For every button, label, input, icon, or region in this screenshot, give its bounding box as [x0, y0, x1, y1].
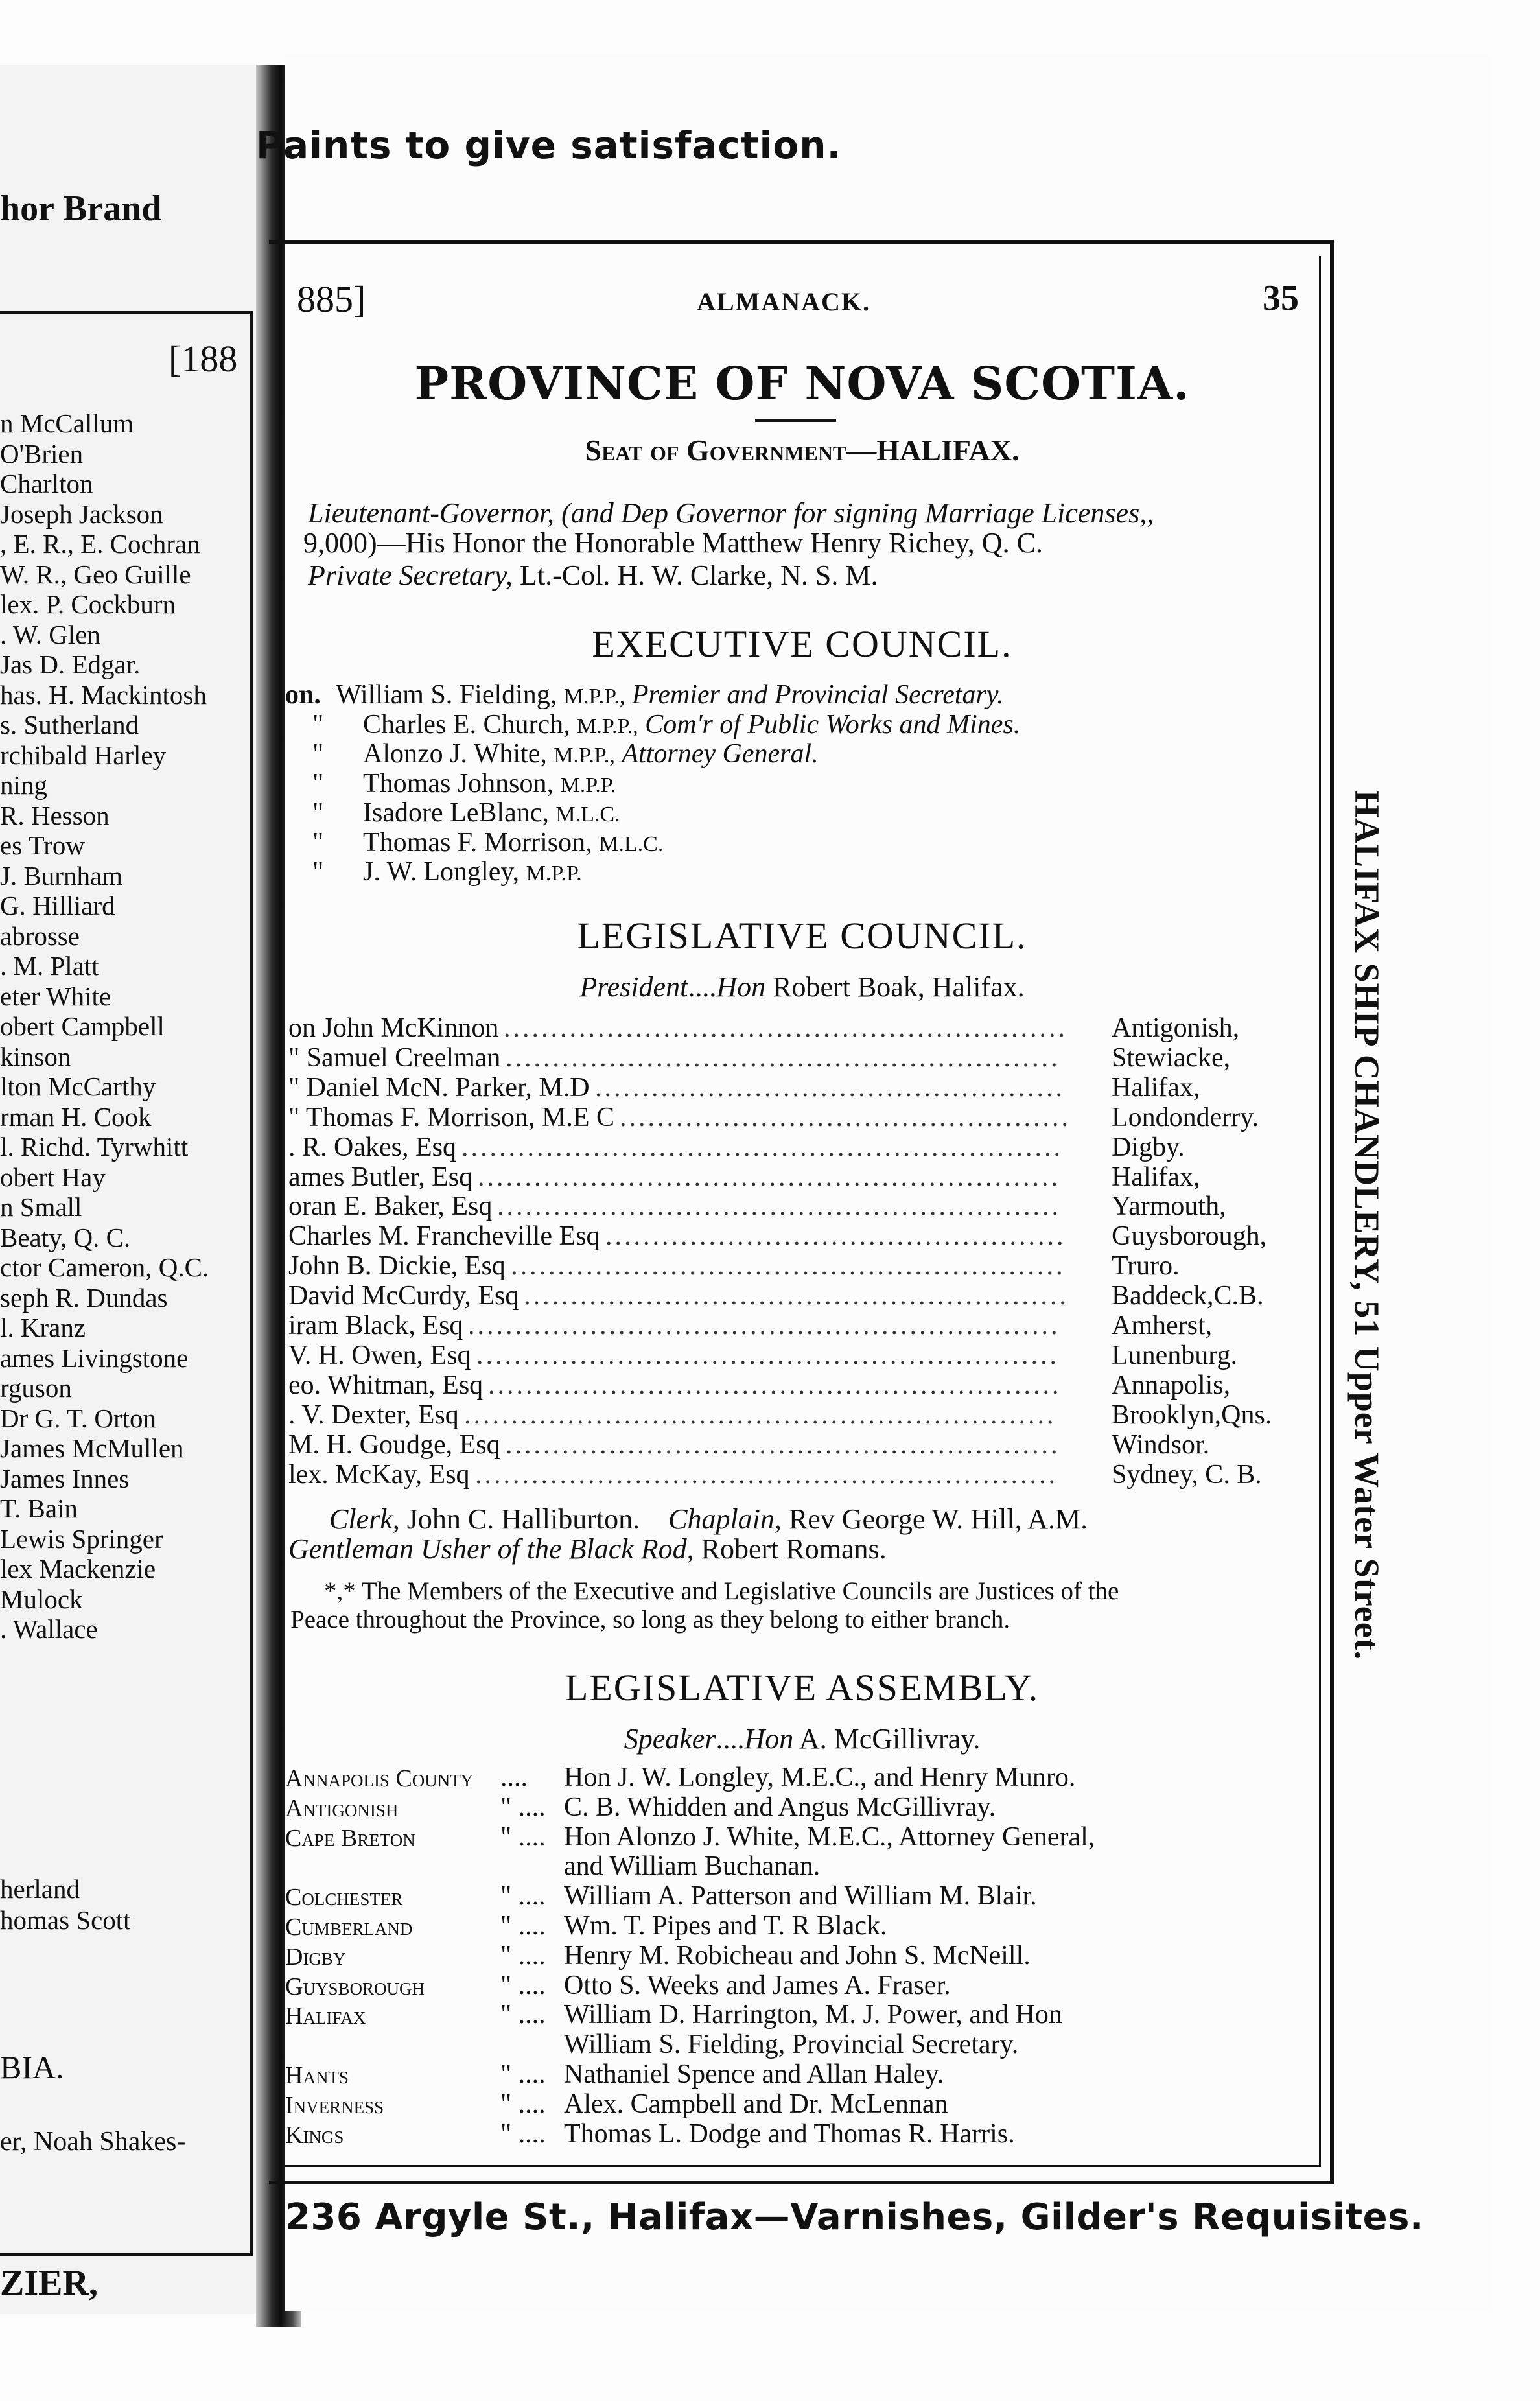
county-name: Inverness [285, 2091, 384, 2119]
left-page-name: O'Brien [0, 438, 84, 469]
county-name: Annapolis County [285, 1765, 474, 1792]
leader-dots: ................................................ [620, 1102, 1071, 1132]
member-prefix: " [312, 709, 324, 740]
left-page-name: rchibald Harley [0, 740, 167, 770]
assembly-row [285, 1910, 1316, 1940]
leader-dots: .............................................................. [476, 1340, 1059, 1370]
left-page-name: herland [0, 1874, 80, 1904]
member-place: Halifax, [1112, 1072, 1200, 1103]
left-page-name: G. Hilliard [0, 891, 115, 920]
left-page-name: ames Livingstone [0, 1342, 189, 1373]
ditto-mark: " .... [500, 1970, 546, 2000]
leader-dots: .................................................. [595, 1072, 1065, 1103]
legislative-council-heading: LEGISLATIVE COUNCIL. [577, 915, 1027, 957]
member-place: Windsor. [1112, 1429, 1210, 1460]
leader-dots: ............................................................ [504, 1013, 1068, 1043]
member-name: Alonzo J. White, [363, 739, 547, 769]
member-name: Isadore LeBlanc, [363, 798, 549, 828]
left-page-name: Charlton [0, 469, 93, 498]
ditto-mark: .... [500, 1763, 528, 1792]
county-name: Cape Breton [285, 1824, 415, 1852]
lieutenant-governor-name: 9,000)—His Honor the Honorable Matthew Henry Richey, Q. C. [303, 527, 1043, 559]
usher-line: Gentleman Usher of the Black Rod, Robert Romans. [288, 1533, 887, 1565]
executive-council-member [285, 799, 1020, 828]
member-name: M. H. Goudge, Esq [288, 1429, 500, 1460]
left-page-year: [188 [169, 338, 238, 380]
top-advert-banner: Paints to give satisfaction. [256, 123, 842, 167]
member-title: M.P.P., [577, 714, 638, 738]
ditto-mark: " .... [500, 1940, 546, 1971]
leader-dots: .......................................................... [524, 1281, 1069, 1311]
assembly-row [285, 1851, 1316, 1880]
leader-dots: .............................................................. [475, 1459, 1058, 1490]
member-name: V. H. Owen, Esq [288, 1340, 471, 1370]
executive-council-member [285, 740, 1020, 769]
assembly-row [285, 2089, 1316, 2118]
left-page-name: lex. P. Cockburn [0, 589, 176, 619]
header-title: ALMANACK. [697, 287, 870, 316]
member-place: Londonderry. [1112, 1102, 1259, 1132]
left-page-name: Lewis Springer [0, 1523, 163, 1554]
county-name: Cumberland [285, 1914, 413, 1941]
assembly-row [285, 1821, 1316, 1851]
leader-dots: .............................................................. [478, 1162, 1060, 1192]
member-title: M.P.P., [563, 685, 625, 709]
representatives: and William Buchanan. [564, 1851, 821, 1882]
left-page-name: W. R., Geo Guille [0, 559, 191, 589]
representatives: Otto S. Weeks and James A. Fraser. [564, 1970, 951, 2000]
assembly-row [285, 1762, 1316, 1792]
private-secretary-line: Private Secretary, Lt.-Col. H. W. Clarke, N. S. M. [308, 559, 878, 591]
member-name: " Thomas F. Morrison, M.E C [288, 1102, 615, 1132]
left-page-name-list [0, 408, 246, 1645]
legislative-council-member [288, 1250, 1309, 1280]
member-name: Thomas F. Morrison, [363, 827, 592, 858]
member-name: . R. Oakes, Esq [288, 1132, 456, 1162]
assembly-speaker-line: Speaker....Hon A. McGillivray. [624, 1723, 981, 1755]
representatives: C. B. Whidden and Angus McGillivray. [564, 1792, 996, 1822]
legislative-council-member [288, 1459, 1309, 1489]
left-page-name: lex Mackenzie [0, 1554, 156, 1584]
leader-dots: ........................................................... [506, 1429, 1060, 1460]
left-page-name: . Wallace [0, 1614, 98, 1644]
member-place: Baddeck,C.B. [1112, 1281, 1264, 1311]
assembly-row [285, 1970, 1316, 2000]
member-place: Antigonish, [1112, 1013, 1240, 1043]
county-name: Halifax [285, 2002, 366, 2030]
ditto-mark: " .... [500, 2000, 546, 2030]
representatives: Nathaniel Spence and Allan Haley. [564, 2059, 944, 2089]
left-page-name: ctor Cameron, Q.C. [0, 1252, 209, 1282]
member-place: Lunenburg. [1112, 1340, 1238, 1370]
left-page-name: Beaty, Q. C. [0, 1222, 131, 1252]
legislative-council-member [288, 1013, 1309, 1042]
member-name: J. W. Longley, [363, 857, 520, 887]
representatives: Alex. Campbell and Dr. McLennan [564, 2089, 948, 2119]
left-page-name: Jas D. Edgar. [0, 650, 141, 679]
member-office: Premier and Provincial Secretary. [631, 680, 1004, 710]
leader-dots: ............................................................... [464, 1400, 1056, 1430]
executive-council-member [285, 828, 1020, 858]
member-prefix: " [312, 857, 324, 887]
left-page-name: Dr G. T. Orton [0, 1403, 157, 1433]
left-page-name: James McMullen [0, 1433, 184, 1463]
leader-dots: ............................................................. [488, 1370, 1062, 1400]
county-name: Guysborough [285, 1973, 425, 2000]
representatives: William D. Harrington, M. J. Power, and Hon [564, 2000, 1062, 2030]
legislative-council-member [288, 1102, 1309, 1132]
member-place: Truro. [1112, 1251, 1180, 1282]
left-page-name: ning [0, 770, 47, 800]
legislative-council-member [288, 1370, 1309, 1400]
ditto-mark: " .... [500, 2059, 546, 2089]
left-page-name: l. Richd. Tyrwhitt [0, 1132, 189, 1162]
legislative-council-member [288, 1042, 1309, 1072]
executive-council-member [285, 710, 1020, 740]
left-page-name: abrosse [0, 920, 80, 951]
member-title: M.L.C. [555, 802, 620, 826]
legislative-council-member [288, 1429, 1309, 1459]
representatives: Thomas L. Dodge and Thomas R. Harris. [564, 2118, 1015, 2149]
member-office: Com'r of Public Works and Mines. [645, 709, 1021, 740]
executive-council-heading: EXECUTIVE COUNCIL. [592, 623, 1012, 665]
member-name: oran E. Baker, Esq [288, 1191, 493, 1222]
legislative-council-member [288, 1221, 1309, 1250]
member-name: . V. Dexter, Esq [288, 1400, 459, 1430]
left-page-name: T. Bain [0, 1493, 78, 1523]
member-name: John B. Dickie, Esq [288, 1251, 506, 1282]
legislative-council-member [288, 1310, 1309, 1340]
member-prefix: " [312, 798, 324, 828]
assembly-row [285, 2059, 1316, 2089]
left-page-name: Mulock [0, 1584, 83, 1614]
assembly-row [285, 1880, 1316, 1910]
representatives: Henry M. Robicheau and John S. McNeill. [564, 1940, 1031, 1971]
member-title: M.P.P., [554, 744, 615, 767]
header-year: 885] [297, 278, 366, 320]
executive-council-list [285, 681, 1020, 887]
left-page-heading-fragment: BIA. [0, 2049, 64, 2085]
member-office: Attorney General. [622, 739, 819, 769]
side-advert-banner: HALIFAX SHIP CHANDLERY, 51 Upper Water Street. [1348, 790, 1386, 1661]
member-place: Halifax, [1112, 1162, 1200, 1192]
member-name: " Samuel Creelman [288, 1042, 501, 1073]
representatives: William S. Fielding, Provincial Secretary. [564, 2030, 1019, 2060]
executive-council-member [285, 769, 1020, 799]
member-name: ames Butler, Esq [288, 1162, 473, 1192]
representatives: Hon J. W. Longley, M.E.C., and Henry Munro. [564, 1763, 1076, 1792]
member-name: eo. Whitman, Esq [288, 1370, 484, 1400]
member-place: Digby. [1112, 1132, 1185, 1162]
county-name: Digby [285, 1943, 346, 1971]
assembly-row [285, 2029, 1316, 2059]
member-place: Yarmouth, [1112, 1191, 1226, 1222]
left-page-name: l. Kranz [0, 1313, 86, 1342]
left-page-name: J. Burnham [0, 860, 123, 891]
left-page-name: homas Scott [0, 1905, 131, 1935]
member-name: on John McKinnon [288, 1013, 499, 1043]
legislative-council-member [288, 1072, 1309, 1102]
member-prefix: " [312, 768, 324, 799]
member-prefix: " [312, 827, 324, 858]
left-page-bottom-names [0, 1873, 131, 1936]
member-place: Annapolis, [1112, 1370, 1231, 1400]
left-page-name: s. Sutherland [0, 710, 139, 740]
legislative-council-member [288, 1280, 1309, 1310]
member-name: William S. Fielding, [336, 680, 557, 710]
left-page-name: kinson [0, 1041, 71, 1072]
left-page-name: lton McCarthy [0, 1072, 156, 1101]
assembly-row [285, 1940, 1316, 1970]
title-rule [755, 419, 836, 422]
ditto-mark: " .... [500, 1911, 546, 1941]
left-page-name: . M. Platt [0, 951, 99, 981]
left-page-name: rman H. Cook [0, 1101, 152, 1132]
member-place: Brooklyn,Qns. [1112, 1400, 1272, 1430]
leader-dots: ................................................................ [461, 1132, 1063, 1162]
leader-dots: ........................................................... [511, 1251, 1066, 1282]
leader-dots: ............................................................ [497, 1191, 1061, 1222]
left-page-name: eter White [0, 981, 111, 1011]
representatives: Wm. T. Pipes and T. R Black. [564, 1911, 887, 1941]
assembly-row [285, 2118, 1316, 2148]
leader-dots: ............................................................... [468, 1311, 1060, 1341]
left-page-name: has. H. Mackintosh [0, 679, 207, 710]
member-name: lex. McKay, Esq [288, 1459, 470, 1490]
justices-note-line-2: Peace throughout the Province, so long as they belong to either branch. [290, 1606, 1010, 1634]
left-page-name: seph R. Dundas [0, 1282, 168, 1313]
left-page-name: obert Hay [0, 1162, 106, 1192]
representatives: Hon Alonzo J. White, M.E.C., Attorney General, [564, 1821, 1095, 1852]
county-name: Colchester [285, 1884, 403, 1912]
member-title: M.P.P. [526, 861, 582, 885]
left-page-text-fragment: er, Noah Shakes- [0, 2127, 186, 2157]
county-name: Hants [285, 2062, 349, 2089]
leader-dots: ........................................................... [506, 1042, 1060, 1073]
left-page-name: R. Hesson [0, 800, 110, 830]
left-page-name: rguson [0, 1373, 72, 1403]
left-page-name: obert Campbell [0, 1011, 165, 1041]
legislative-council-member [288, 1340, 1309, 1370]
executive-council-member [285, 681, 1020, 710]
county-name: Antigonish [285, 1794, 399, 1822]
bottom-advert-banner: 236 Argyle St., Halifax—Varnishes, Gilder's Requisites. [285, 2196, 1424, 2238]
member-place: Amherst, [1112, 1311, 1213, 1341]
member-name: Charles E. Church, [363, 709, 570, 740]
left-page-name: es Trow [0, 830, 86, 860]
left-page-footer: ZIER, [0, 2263, 98, 2303]
member-title: M.P.P. [560, 773, 616, 797]
leader-dots: ................................................. [605, 1221, 1066, 1252]
ditto-mark: " .... [500, 2118, 546, 2149]
council-president-line: President....Hon Robert Boak, Halifax. [579, 971, 1025, 1003]
member-name: iram Black, Esq [288, 1311, 463, 1341]
left-page-banner: hor Brand [0, 189, 162, 229]
executive-council-member [285, 858, 1020, 887]
legislative-council-member [288, 1400, 1309, 1429]
legislative-council-member [288, 1191, 1309, 1221]
ditto-mark: " .... [500, 1821, 546, 1852]
justices-note-line-1: *,* The Members of the Executive and Legislative Councils are Justices of the [324, 1577, 1119, 1605]
assembly-row [285, 1792, 1316, 1821]
legislative-council-member [288, 1162, 1309, 1191]
left-page-name: n McCallum [0, 408, 134, 438]
member-prefix: on. [285, 680, 321, 710]
seat-of-government: Seat of Government—HALIFAX. [585, 434, 1020, 467]
member-title: M.L.C. [599, 832, 664, 856]
left-page-name: n Small [0, 1192, 82, 1222]
left-page-name: . W. Glen [0, 619, 100, 650]
left-page-name: , E. R., E. Cochran [0, 529, 200, 559]
representatives: William A. Patterson and William M. Blair. [564, 1881, 1037, 1912]
previous-page-fragment [0, 65, 280, 2314]
member-place: Guysborough, [1112, 1221, 1267, 1252]
member-place: Sydney, C. B. [1112, 1459, 1262, 1490]
lieutenant-governor-line: Lieutenant-Governor, (and Dep Governor for signing Marriage Licenses,, [308, 497, 1154, 529]
member-name: " Daniel McN. Parker, M.D [288, 1072, 590, 1103]
legislative-assembly-heading: LEGISLATIVE ASSEMBLY. [565, 1667, 1040, 1709]
left-page-name: James Innes [0, 1463, 130, 1493]
legislative-council-member [288, 1132, 1309, 1162]
assembly-row [285, 1999, 1316, 2029]
ditto-mark: " .... [500, 1792, 546, 1822]
left-page-name: Joseph Jackson [0, 498, 163, 529]
province-title: PROVINCE OF NOVA SCOTIA. [414, 357, 1190, 410]
member-name: David McCurdy, Esq [288, 1281, 519, 1311]
member-name: Thomas Johnson, [363, 768, 554, 799]
clerk-chaplain-line: Clerk, John C. Halliburton. Chaplain, Rev George W. Hill, A.M. [329, 1503, 1088, 1535]
ditto-mark: " .... [500, 1881, 546, 1912]
ditto-mark: " .... [500, 2089, 546, 2119]
member-prefix: " [312, 739, 324, 769]
member-name: Charles M. Francheville Esq [288, 1221, 600, 1252]
member-place: Stewiacke, [1112, 1042, 1231, 1073]
county-name: Kings [285, 2121, 344, 2149]
page-number: 35 [1263, 278, 1299, 318]
